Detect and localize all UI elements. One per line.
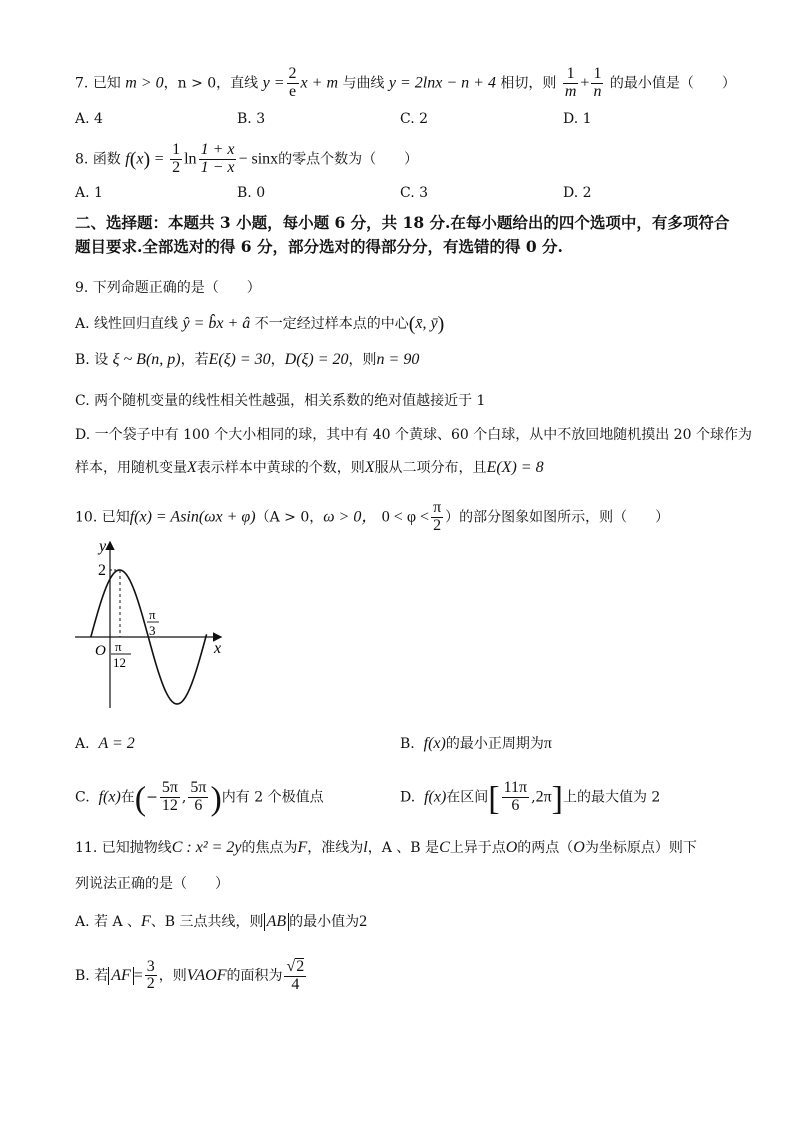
q10-option-d: D. f(x)在区间[ $\frac{11\pi}{6}$ ,2π]上的最大值为 2 [400, 779, 661, 818]
q9-b-text-2: ，若 [180, 352, 209, 368]
q11-b-eq: = [133, 966, 143, 984]
q10-b-text: 的最小正周期为 [445, 736, 544, 752]
q10-d-b: 2π [535, 788, 552, 806]
q11-text-b: 的焦点为 [241, 840, 298, 856]
q9-a-text-2: 不一定经过样本点的中心 [254, 316, 409, 332]
q10-pi-half [431, 500, 443, 535]
q7-text-1: 已知 [92, 75, 121, 92]
q10-b-pi: π [543, 735, 552, 752]
q7-stem [75, 66, 736, 101]
q9-b-text-1: B. 设 [75, 352, 109, 368]
q11-text-c: ，准线为 [307, 840, 364, 856]
q11-text-e: 上异于点 [449, 840, 506, 856]
q11-option-a [75, 913, 367, 931]
q11-b-af: AF [108, 967, 134, 985]
q11-stem-line-1 [75, 840, 697, 856]
q10-c-b-den: 6 [194, 796, 203, 814]
q10-a-expr: A = 2 [98, 735, 135, 752]
q7-m-cond: m > 0 [125, 74, 164, 92]
q11-b-text-2: ，则 [158, 967, 187, 984]
q9-b-expect: E(ξ) = 30 [208, 351, 271, 368]
q10-d-a-den: 6 [511, 796, 520, 814]
q8-eq: = [154, 150, 164, 168]
q9-d-x-1: X [187, 459, 197, 476]
pi12-num: π [115, 639, 122, 654]
q11-a-ab: AB [264, 913, 290, 931]
q11-b-radicand: 2 [296, 958, 305, 975]
q7-text-4: 的最小值是（ ） [609, 75, 736, 92]
q8-stem: 8. 函数 f(x) = $\frac{1}{2}$ ln $\frac{1 + x}{1 - x}$ − sinx的零点个数为（ ） [75, 141, 419, 176]
q10-number: 10. [75, 509, 98, 526]
q7-f1-den: m [564, 82, 577, 100]
q10-c-text-1: 在 [120, 789, 135, 806]
q11-a-text-1: A. 若 A 、 [75, 914, 142, 930]
q11-a-text-3: 的最小值为 [289, 914, 360, 930]
q7-y-eq: y = [262, 74, 285, 92]
q9-b-variance: D(ξ) = 20 [284, 351, 349, 368]
q7-text-3: 相切，则 [500, 75, 557, 92]
q9-b-dist: ξ ~ B(n, p) [112, 351, 181, 368]
q8-number: 8. [75, 151, 89, 168]
q7-option-a: A. 4 [75, 111, 103, 127]
q11-b-num: 3 [146, 957, 155, 975]
q9-d-x-2: X [364, 459, 375, 476]
max-label: 2 [98, 562, 106, 579]
q11-a-text-2: 、B 三点共线，则 [150, 914, 264, 930]
q10-c-b-num: 5π [190, 779, 207, 796]
q10-b-label: B. [400, 736, 415, 752]
q11-directrix: l [363, 839, 368, 856]
q8-option-b: B. 0 [237, 185, 266, 201]
q10-pi-num: π [433, 499, 442, 516]
q9-b-text-3: ， [270, 352, 285, 368]
q10-c-a-den: 12 [161, 796, 178, 814]
q11-curve-c: C [439, 839, 450, 856]
q8-text-1: 函数 [92, 151, 121, 168]
q8-sin: − sinx [238, 150, 279, 168]
q11-b-area-den: 4 [291, 975, 300, 993]
q9-a-text-1: A. 线性回归直线 [75, 316, 179, 332]
y-axis-label: y [99, 538, 107, 555]
q9-option-d-line-2 [75, 460, 544, 476]
section-2-heading: 二、选择题：本题共 3 小题，每小题 6 分，共 18 分.在每小题给出的四个选项中，有多项符合题目要求.全部选对的得 6 分，部分选对的得部分分，有选错的得 0 分. [75, 213, 730, 257]
q10-cond-a: （A > 0， [255, 509, 324, 526]
q11-option-b [75, 958, 308, 994]
q10-option-b [400, 736, 552, 752]
q9-d-text-c: 服从二项分布，且 [374, 460, 487, 476]
q8-log-den: 1 − x [200, 158, 235, 176]
q9-stem: 9. 下列命题正确的是（ ） [75, 280, 261, 296]
q8-x: x [136, 150, 144, 168]
q10-d-a-num: 11π [503, 779, 528, 796]
q11-b-text-1: B. 若 [75, 967, 109, 984]
q10-d-text-2: 上的最大值为 2 [562, 789, 661, 806]
q10-text-1: 已知 [101, 509, 130, 526]
q11-b-sqrt: √2 [286, 958, 305, 975]
q9-d-text-b: 表示样本中黄球的个数，则 [196, 460, 365, 476]
q7-fraction [287, 66, 299, 101]
q10-d-f: f(x) [424, 788, 447, 806]
q7-f2-num: 1 [593, 65, 602, 82]
q11-focus: F [297, 839, 308, 856]
pi12-den: 12 [113, 655, 126, 670]
q9-option-a: A. 线性回归直线 ŷ = b̂x + â 不一定经过样本点的中心(x̄, ȳ) [75, 313, 445, 335]
q11-b-den: 2 [146, 975, 155, 993]
q7-plus: + [580, 74, 590, 92]
q8-half [170, 142, 182, 177]
q10-b-f: f(x) [423, 735, 446, 752]
q10-c-label: C. [75, 789, 90, 806]
q11-b-text-3: 的面积为 [226, 967, 283, 984]
q7-option-d: D. 1 [563, 111, 592, 127]
q11-text-d: ，A 、B 是 [367, 840, 440, 856]
q8-half-num: 1 [172, 141, 181, 158]
pi3-den: 3 [149, 623, 156, 638]
q9-option-c: C. 两个随机变量的线性相关性越强，相关系数的绝对值越接近于 1 [75, 393, 486, 409]
q11-b-triangle: VAOF [186, 966, 227, 984]
q7-frac-1m [563, 66, 579, 101]
q10-option-a [75, 736, 135, 752]
origin-label: O [95, 643, 106, 659]
q10-c-f: f(x) [98, 788, 121, 806]
q8-text-2: 的零点个数为（ ） [278, 151, 419, 168]
q7-frac-num: 2 [288, 65, 297, 82]
q10-option-c: C. f(x)在(− $\frac{5\pi}{12}$ , $\frac{5\pi}{6}$ )内有 2 个极值点 [75, 779, 324, 818]
q10-cond-phi: 0 < φ < [381, 508, 430, 526]
q8-f: f [125, 150, 130, 168]
q11-text-f: 的两点（ [517, 840, 574, 856]
q7-f1-num: 1 [563, 66, 579, 84]
q9-d-text-a: 样本，用随机变量 [75, 460, 187, 476]
q9-a-center: x̄, ȳ [415, 315, 438, 332]
q10-c-frac-a [160, 780, 180, 815]
q7-option-c: C. 2 [400, 111, 429, 127]
q8-option-a: A. 1 [75, 185, 103, 201]
q8-option-d: D. 2 [563, 185, 592, 201]
q8-option-c: C. 3 [400, 185, 429, 201]
q11-parabola: C : x² = 2y [171, 839, 242, 856]
q10-sine-graph [70, 533, 240, 713]
q7-number: 7. [75, 75, 89, 92]
q11-origin-2: O [573, 839, 585, 856]
q7-text-2: 与曲线 [342, 75, 385, 92]
q9-d-expect: E(X) = 8 [486, 459, 544, 476]
q10-pi-den: 2 [433, 516, 442, 534]
q7-frac-1n [591, 66, 603, 101]
q8-half-den: 2 [172, 158, 181, 176]
q10-c-text-2: 内有 2 个极值点 [221, 789, 324, 806]
q10-a-label: A. [75, 736, 90, 752]
q9-b-text-4: ，则 [348, 352, 377, 368]
q7-frac-den: e [288, 82, 297, 100]
q7-option-b: B. 3 [237, 111, 266, 127]
q10-d-text-1: 在区间 [446, 789, 489, 806]
q9-option-b [75, 352, 419, 368]
q11-b-area-frac [284, 958, 306, 994]
pi3-num: π [149, 607, 156, 622]
x-axis-label: x [214, 640, 222, 657]
q11-origin-1: O [505, 839, 518, 856]
q10-d-frac [502, 780, 529, 815]
q8-ln: ln [184, 150, 197, 168]
q10-c-frac-b [188, 780, 208, 815]
q7-n-cond: ，n > 0，直线 [163, 75, 259, 92]
q7-curve: y = 2lnx − n + 4 [388, 74, 496, 92]
q8-log-num: 1 + x [200, 141, 235, 158]
q10-cond-omega: ω > 0， [323, 508, 378, 526]
q11-text-a: 11. 已知抛物线 [75, 840, 172, 856]
q11-a-focus: F [141, 913, 151, 930]
q11-b-frac [145, 959, 157, 994]
q11-text-g: 为坐标原点）则下 [584, 840, 697, 856]
q10-d-label: D. [400, 789, 416, 806]
q10-stem [75, 500, 669, 535]
q9-b-n: n = 90 [376, 351, 420, 368]
q11-stem-line-2: 列说法正确的是（ ） [75, 876, 229, 892]
q11-a-value: 2 [359, 913, 368, 930]
q9-a-regression: ŷ = b̂x + â [182, 315, 251, 332]
q7-xm: x + m [300, 74, 338, 92]
q10-function: f(x) = Asin(ωx + φ) [129, 508, 256, 526]
q9-option-d-line-1: D. 一个袋子中有 100 个大小相同的球，其中有 40 个黄球、60 个白球，从中不放回地随机摸出 20 个球作为 [75, 427, 752, 443]
q10-text-2: ）的部分图象如图所示，则（ ） [445, 509, 670, 526]
q8-log-frac [199, 142, 237, 177]
q7-f2-den: n [593, 82, 602, 100]
q10-c-a-num: 5π [161, 779, 178, 796]
